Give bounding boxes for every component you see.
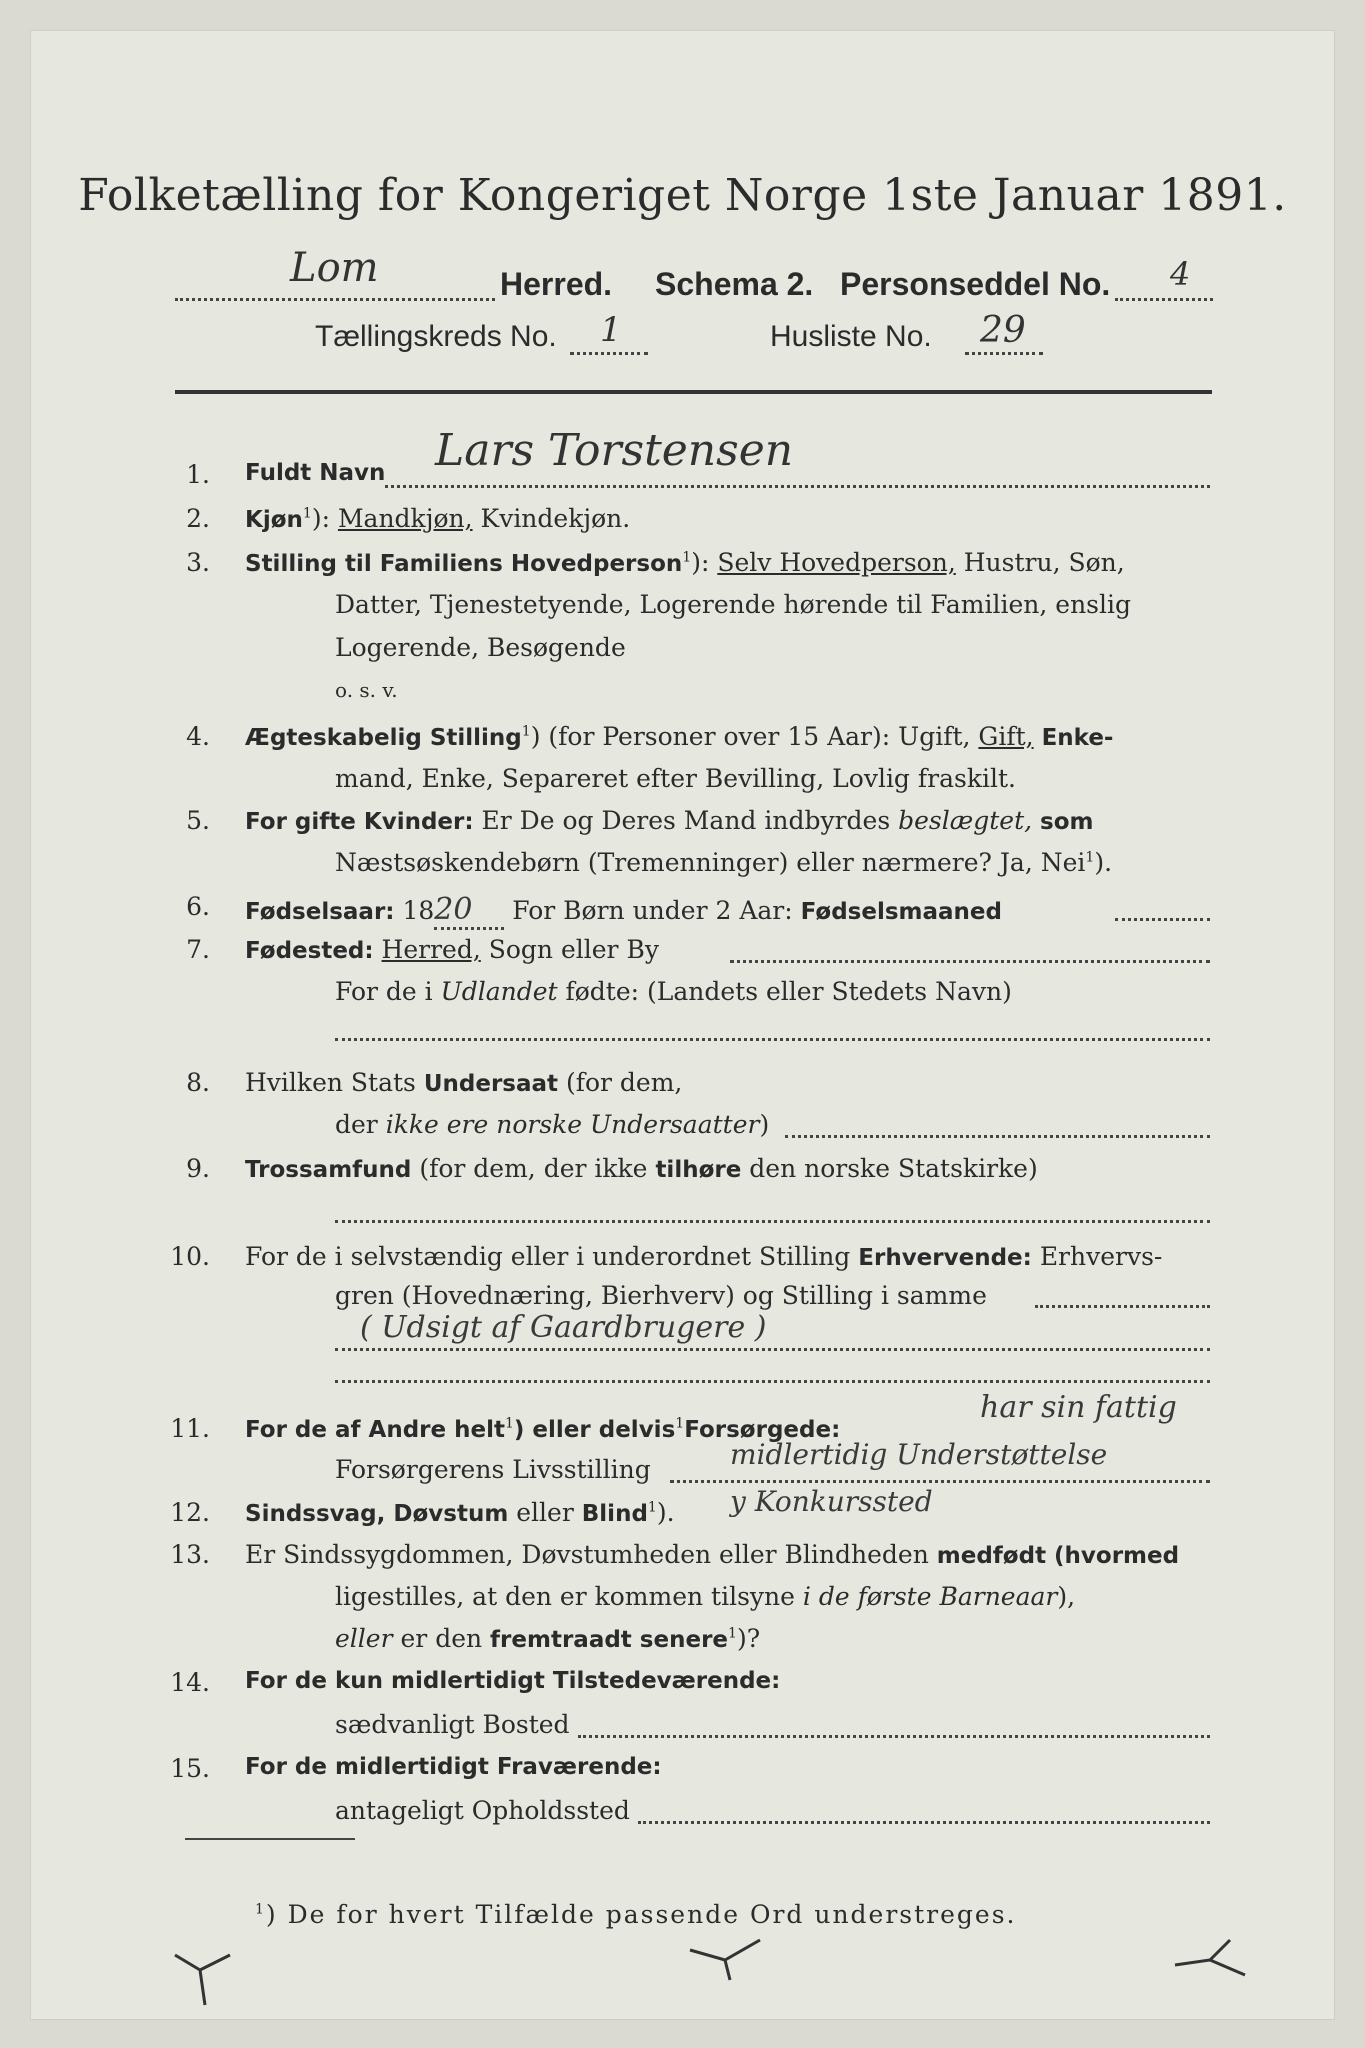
footnote-text: De for hvert Tilfælde passende Ord understreges. [287,1900,1017,1929]
q5-line1 [245,806,1094,835]
herred-value: Lom [290,245,379,291]
q9-b2: tilhøre [655,1157,742,1183]
kreds-value: 1 [600,310,622,350]
q14-line2: sædvanligt Bosted [335,1710,570,1739]
q8-a: Hvilken Stats [245,1068,416,1097]
corner-mark-left [170,1950,250,2010]
q11-number: 11. [170,1414,210,1443]
q7-dotline [730,960,1210,963]
footnote-rule [185,1838,355,1840]
q9-rest: (for dem, der ikke [419,1154,648,1183]
q5-label: For gifte Kvinder: [245,809,474,835]
q9-b3: Statskirke [897,1154,1028,1183]
q3-line2: Datter, Tjenestetyende, Logerende hørende til Familien, enslig [335,590,1132,619]
q3-line1 [245,548,1125,577]
q7-label: Fødested: [245,938,374,964]
q13-b: medfødt [936,1543,1047,1569]
q10-c: Erhvervs- [1039,1242,1163,1271]
q5-rest2: som [1040,809,1094,835]
q3-line4: o. s. v. [335,678,398,702]
herred-dotline [175,298,495,301]
corner-mark-center [685,1935,765,1985]
q13-line3a: er den [400,1624,483,1653]
q10-value: ( Udsigt af Gaardbrugere ) [360,1310,767,1345]
personseddel-dotline [1115,298,1213,301]
q10-line1 [245,1242,1162,1271]
q15-dotline [638,1821,1210,1824]
q7-line2 [335,977,1012,1006]
q8-c: (for dem, [565,1068,683,1097]
q10-line2: gren (Hovednæring, Bierhverv) og Stilling i samme [335,1281,987,1310]
q12-number: 12. [170,1498,210,1527]
q7-rest: Sogn eller By [488,935,659,964]
q12-b: eller [516,1498,574,1527]
schema-label: Schema 2. [655,266,814,302]
q7-line2b: fødte: (Landets eller Stedets Navn) [565,977,1012,1006]
husliste-value: 29 [980,310,1026,351]
q13-a: Er Sindssygdommen, Døvstumheden eller Blindheden [245,1540,929,1569]
q2-option-male: Mandkjøn, [337,504,473,533]
q6-number: 6. [186,892,210,921]
q2-number: 2. [186,504,210,533]
q4-rest: ) (for Personer over 15 Aar): Ugift, [530,722,971,751]
q11-line1: For de af Andre helt$^1$) eller delvis$^1$Forsørgede: [245,1415,841,1443]
q13-line2-italic: i de første Barneaar [802,1582,1058,1611]
q10-number: 10. [170,1242,210,1271]
q11-a: For de af Andre helt [245,1417,505,1443]
q8-line2: der ikke ere norske Undersaatter) [335,1110,770,1139]
q9-rest2: den norske [749,1154,891,1183]
q8-line2a: der [335,1110,378,1139]
q13-c: (hvormed [1054,1543,1180,1569]
q6-prefix: 18 [402,896,435,925]
q1-label: Fuldt Navn [245,460,386,486]
q3-rest: ): [691,548,710,577]
q4-line1 [245,722,1113,751]
husliste-dotline [965,352,1043,355]
q2-rest: ): [311,504,330,533]
q11-dotline [670,1480,1210,1483]
q12-value: y Konkurssted [730,1485,933,1518]
q2-option-female: Kvindekjøn. [480,504,631,533]
q8-line2-italic: ikke ere norske Undersaatter [385,1110,760,1139]
q3-label: Stilling til Familiens Hovedperson [245,551,683,577]
q2-label: Kjøn [245,507,303,533]
q13-line1 [245,1540,1179,1569]
q13-line3b: fremtraadt senere [490,1627,729,1653]
q4-sup: 1 [521,723,531,740]
q13-line2a: ligestilles, at den er kommen tilsyne [335,1582,795,1611]
q8-number: 8. [186,1068,210,1097]
q13-number: 13. [170,1540,210,1569]
q1-dotline [385,485,1210,488]
q14-label: For de kun midlertidigt Tilstedeværende: [245,1668,781,1694]
q11-value: har sin fattig [980,1390,1177,1425]
q5-italic: beslægtet, [898,806,1033,835]
q10-dotline3 [335,1380,1210,1383]
q6-label: Fødselsaar: [245,899,395,925]
q12-a: Sindssvag, Døvstum [245,1501,509,1527]
q10-dotline [1035,1305,1210,1308]
q3-line3: Logerende, Besøgende [335,633,626,662]
q7-option-herred: Herred, [381,935,481,964]
q13-line3: eller er den fremtraadt senere$^1$)? [335,1624,761,1653]
q8-dotline [785,1135,1210,1138]
q7-line2-italic: Udlandet [440,977,558,1006]
q14-number: 14. [170,1668,210,1697]
q10-b: Erhvervende: [858,1245,1032,1271]
q5-rest: Er De og Deres Mand indbyrdes [481,806,891,835]
q2-line [245,504,630,533]
q6-rest: For Børn under 2 Aar: [512,896,793,925]
form-title: Folketælling for Kongeriget Norge 1ste Januar 1891. [78,170,1287,221]
q6-label2: Fødselsmaaned [800,899,1002,925]
q4-line2: mand, Enke, Separeret efter Bevilling, Lovlig fraskilt. [335,764,1016,793]
husliste-label: Husliste No. [770,320,932,353]
q11-line2: Forsørgerens Livsstilling [335,1455,651,1484]
q8-b: Undersaat [423,1071,559,1097]
q11-value2: midlertidig Understøttelse [730,1438,1108,1471]
q8-line1 [245,1068,682,1097]
q3-number: 3. [186,548,210,577]
q6-value: 20 [434,892,504,930]
q11-b: ) eller delvis [513,1417,676,1443]
q5-end: ). [1094,848,1113,877]
census-form [30,30,1335,2020]
q7-line1 [245,935,659,964]
herred-label: Herred. [500,266,613,302]
q1-number: 1. [186,460,210,489]
q13-line2: ligestilles, at den er kommen tilsyne i de første Barneaar), [335,1582,1076,1611]
q11-c: Forsørgede: [684,1417,841,1443]
q4-rest2: Enke- [1041,725,1114,751]
q3-option-selv: Selv Hovedperson, [717,548,956,577]
q9-label: Trossamfund [245,1157,412,1183]
q5-sup: 1 [1085,849,1095,866]
q10-a: For de i selvstændig eller i underordnet Stilling [245,1242,851,1271]
q5-line2 [335,848,1112,877]
q4-number: 4. [186,722,210,751]
q7-number: 7. [186,935,210,964]
q5-number: 5. [186,806,210,835]
q9-line: Trossamfund (for dem, der ikke tilhøre den norske Statskirke) [245,1154,1038,1183]
q2-sup: 1 [302,505,312,522]
q5-line2-text: Næstsøskendebørn (Tremenninger) eller nærmere? Ja, Nei [335,848,1086,877]
personseddel-label: Personseddel No. [840,266,1111,302]
q15-number: 15. [170,1754,210,1783]
personseddel-value: 4 [1170,255,1191,293]
q14-dotline [578,1735,1210,1738]
q7-line2a: For de i [335,977,433,1006]
q15-line2: antageligt Opholdssted [335,1796,630,1825]
q4-label: Ægteskabelig Stilling [245,725,522,751]
corner-mark-right [1170,1935,1250,1985]
q12-line: Sindssvag, Døvstum eller Blind$^1$). [245,1498,675,1527]
q3-option-rest: Hustru, Søn, [963,548,1125,577]
q15-label: For de midlertidigt Fraværende: [245,1754,662,1780]
q1-value: Lars Torstensen [435,425,794,476]
q10-dotline2 [335,1348,1210,1351]
q7-dotline2 [335,1038,1210,1041]
q3-sup: 1 [682,549,692,566]
q12-c: Blind [581,1501,648,1527]
q6-line [245,892,1002,930]
q4-option-gift: Gift, [978,722,1034,751]
q9-number: 9. [186,1154,210,1183]
header-rule [175,390,1212,394]
footnote: $^1$) De for hvert Tilfælde passende Ord understreges. [255,1900,1017,1929]
q13-line3-italic: eller [335,1624,393,1653]
kreds-label: Tællingskreds No. [315,320,557,353]
q6-dotline [1115,918,1210,921]
kreds-dotline [570,352,648,355]
q9-dotline [335,1220,1210,1223]
